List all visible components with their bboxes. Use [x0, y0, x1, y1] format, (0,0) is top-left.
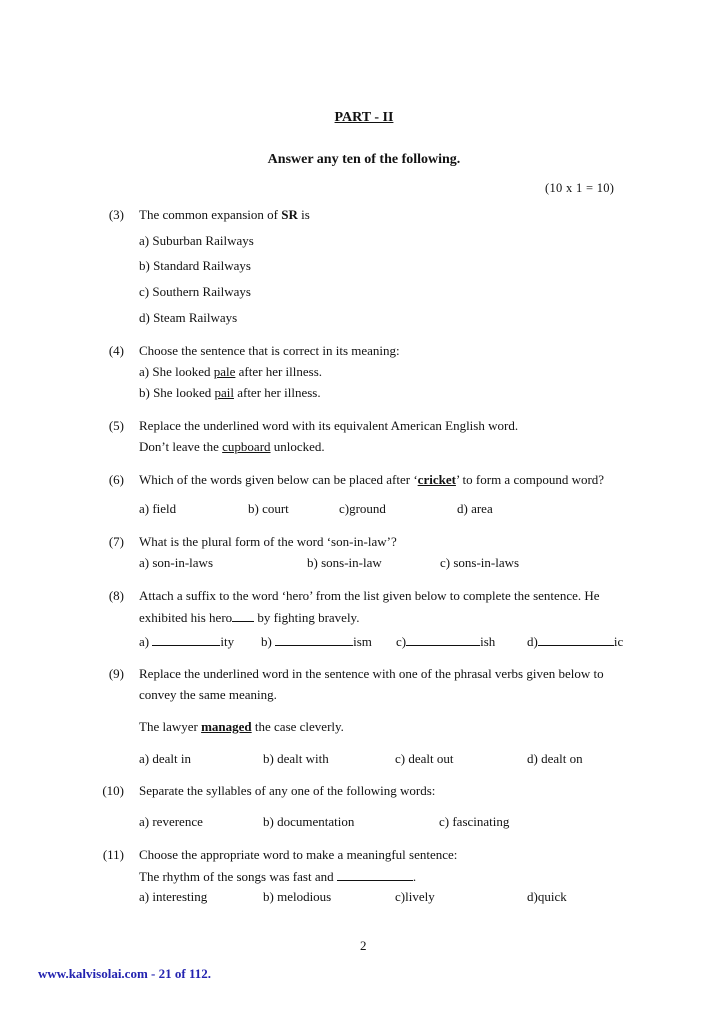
option-b: b) sons-in-law — [307, 555, 382, 570]
option-c: c) fascinating — [439, 814, 510, 829]
option-d: d) Steam Railways — [139, 310, 238, 325]
marks-allocation: (10 x 1 = 10) — [545, 181, 615, 195]
option-d: d) dealt on — [527, 751, 583, 766]
answer-blank — [152, 633, 220, 646]
option-a: a) dealt in — [139, 751, 191, 766]
option-a: a) son-in-laws — [139, 555, 214, 570]
question-sentence: Don’t leave the cupboard unlocked. — [139, 439, 325, 454]
question-number: (9) — [108, 666, 124, 681]
option-b: b) court — [248, 501, 289, 516]
question-text: What is the plural form of the word ‘son-in-law’? — [139, 534, 397, 549]
question-number: (10) — [102, 783, 124, 798]
question-sentence: The lawyer managed the case cleverly. — [139, 719, 344, 734]
option-a: a) reverence — [139, 814, 203, 829]
question-text-line1: Attach a suffix to the word ‘hero’ from the list given below to complete the sentence. He — [139, 588, 600, 603]
question-text: Which of the words given below can be placed after ‘cricket’ to form a compound word? — [139, 472, 605, 487]
question-text-line2: exhibited his hero by fighting bravely. — [139, 610, 360, 625]
option-a: a) interesting — [139, 889, 208, 904]
option-b: b) dealt with — [263, 751, 329, 766]
option-b: b) melodious — [263, 889, 332, 904]
question-number: (4) — [108, 343, 124, 358]
answer-blank — [538, 633, 614, 646]
question-number: (11) — [102, 847, 124, 862]
question-text-line1: Replace the underlined word in the sentence with one of the phrasal verbs given below to — [139, 666, 604, 681]
option-a: a) She looked pale after her illness. — [139, 364, 323, 379]
question-text: Replace the underlined word with its equivalent American English word. — [139, 418, 519, 433]
question-text: Separate the syllables of any one of the following words: — [139, 783, 436, 798]
question-number: (6) — [108, 472, 124, 487]
part-heading: PART - II — [334, 110, 394, 125]
answer-blank — [275, 633, 353, 646]
option-c: c) Southern Railways — [139, 284, 251, 299]
option-c: c) sons-in-laws — [440, 555, 520, 570]
question-text-line2: convey the same meaning. — [139, 687, 277, 702]
option-b: b) She looked pail after her illness. — [139, 385, 321, 400]
option-b: b) documentation — [263, 814, 355, 829]
answer-blank — [337, 868, 413, 881]
option-a: a) Suburban Railways — [139, 233, 254, 248]
option-c: c)lively — [395, 889, 435, 904]
option-d: d) ic — [527, 634, 624, 649]
question-sentence: The rhythm of the songs was fast and . — [139, 869, 417, 884]
footer-source[interactable]: www.kalvisolai.com - 21 of 112. — [38, 966, 211, 981]
instruction-heading: Answer any ten of the following. — [267, 152, 461, 167]
option-c: c) dealt out — [395, 751, 454, 766]
question-text: The common expansion of SR is — [139, 207, 310, 222]
question-text: Choose the sentence that is correct in its meaning: — [139, 343, 400, 358]
option-d: d) area — [457, 501, 493, 516]
option-a: a) ity — [139, 634, 235, 649]
question-number: (3) — [108, 207, 124, 222]
answer-blank — [406, 633, 480, 646]
option-c: c)ground — [339, 501, 386, 516]
option-b: b) Standard Railways — [139, 258, 251, 273]
question-number: (7) — [108, 534, 124, 549]
question-text: Choose the appropriate word to make a meaningful sentence: — [139, 847, 458, 862]
answer-blank — [232, 609, 254, 622]
question-number: (5) — [108, 418, 124, 433]
page-number: 2 — [360, 938, 367, 953]
option-b: b) ism — [261, 634, 372, 649]
option-a: a) field — [139, 501, 177, 516]
question-number: (8) — [108, 588, 124, 603]
option-d: d)quick — [527, 889, 567, 904]
option-c: c) ish — [396, 634, 496, 649]
